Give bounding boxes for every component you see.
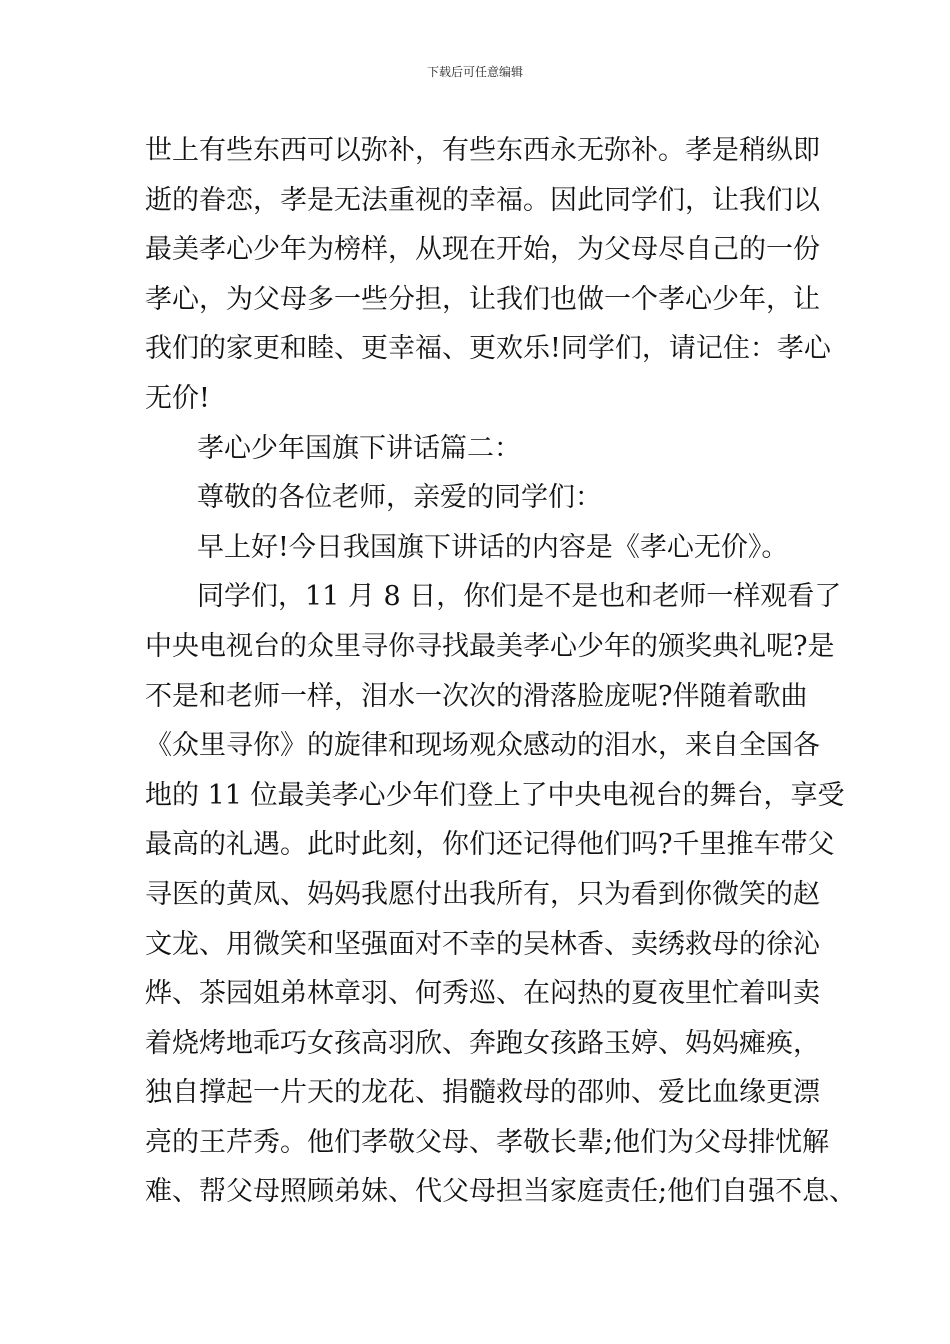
text-line: 独自撑起一片天的龙花、捐髓救母的邵帅、爱比血缘更漂 bbox=[145, 1077, 820, 1109]
text-line: 逝的眷恋，孝是无法重视的幸福。因此同学们，让我们以 bbox=[145, 184, 820, 216]
text-line: 烨、茶园姐弟林章羽、何秀巡、在闷热的夏夜里忙着叫卖 bbox=[145, 978, 820, 1010]
salutation: 尊敬的各位老师，亲爱的同学们： bbox=[197, 482, 602, 514]
section-title: 孝心少年国旗下讲话篇二： bbox=[197, 432, 521, 464]
text-line: 寻医的黄凤、妈妈我愿付出我所有，只为看到你微笑的赵 bbox=[145, 878, 820, 910]
document-body bbox=[145, 126, 857, 1217]
text-line: 最高的礼遇。此时此刻，你们还记得他们吗?千里推车带父 bbox=[145, 829, 835, 861]
text-line: 地的 11 位最美孝心少年们登上了中央电视台的舞台，享受 bbox=[145, 779, 845, 811]
text-line: 中央电视台的众里寻你寻找最美孝心少年的颁奖典礼呢?是 bbox=[145, 630, 835, 662]
text-line: 《众里寻你》的旋律和现场观众感动的泪水，来自全国各 bbox=[145, 730, 820, 762]
text-line: 我们的家更和睦、更幸福、更欢乐!同学们，请记住：孝心 bbox=[145, 333, 831, 365]
text-line: 难、帮父母照顾弟妹、代父母担当家庭责任;他们自强不息、 bbox=[145, 1176, 857, 1208]
text-line: 不是和老师一样，泪水一次次的滑落脸庞呢?伴随着歌曲 bbox=[145, 680, 808, 712]
text-line: 着烧烤地乖巧女孩高羽欣、奔跑女孩路玉婷、妈妈瘫痪， bbox=[145, 1027, 820, 1059]
text-line: 无价! bbox=[145, 382, 210, 414]
text-line: 文龙、用微笑和坚强面对不幸的吴林香、卖绣救母的徐沁 bbox=[145, 928, 820, 960]
text-line: 最美孝心少年为榜样，从现在开始，为父母尽自己的一份 bbox=[145, 234, 820, 266]
page-header: 下载后可任意编辑 bbox=[426, 65, 523, 79]
paragraph-start: 同学们，11 月 8 日，你们是不是也和老师一样观看了 bbox=[197, 581, 842, 613]
text-line: 亮的王芹秀。他们孝敬父母、孝敬长辈;他们为父母排忧解 bbox=[145, 1126, 830, 1158]
text-line: 孝心，为父母多一些分担，让我们也做一个孝心少年，让 bbox=[145, 283, 820, 315]
text-line: 世上有些东西可以弥补，有些东西永无弥补。孝是稍纵即 bbox=[145, 135, 820, 166]
greeting: 早上好!今日我国旗下讲话的内容是《孝心无价》。 bbox=[197, 531, 789, 563]
